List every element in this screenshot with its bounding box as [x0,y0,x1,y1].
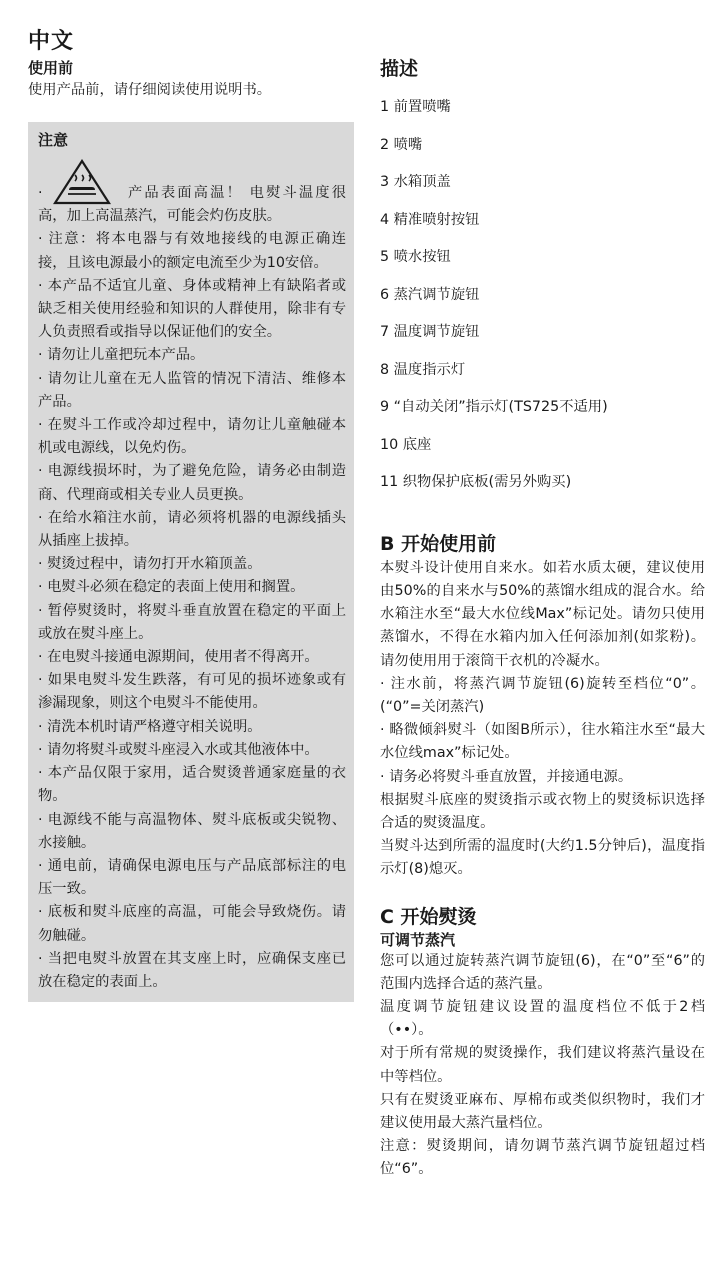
section-b-paragraph: 根据熨斗底座的熨烫指示或衣物上的熨烫标识选择合适的熨烫温度。 [380,791,705,832]
notice-item: · 电源线不能与高温物体、熨斗底板或尖锐物、水接触。 [38,811,346,851]
section-b-body [380,557,705,882]
description-item: 11 织物保护底板(需另外购买) [380,474,572,491]
hot-surface-warning-icon [53,159,111,205]
right-column [380,56,705,1182]
section-b-heading: B 开始使用前 [380,532,497,555]
notice-item: · 请勿让儿童把玩本产品。 [38,347,205,364]
description-item: 4 精准喷射按钮 [380,211,480,228]
notice-item: · 本产品不适宜儿童、身体或精神上有缺陷者或缺乏相关使用经验和知识的人群使用，除非有专人负责照看或指导以保证他们的安全。 [38,277,346,341]
description-list [380,96,705,494]
description-item: 2 喷嘴 [380,136,423,153]
description-item: 9 “自动关闭”指示灯(TS725不适用) [380,399,608,416]
description-item: 6 蒸汽调节旋钮 [380,286,480,303]
notice-item: · 在熨斗工作或冷却过程中，请勿让儿童触碰本机或电源线，以免灼伤。 [38,417,346,457]
notice-item: · 当把电熨斗放置在其支座上时，应确保支座已放在稳定的表面上。 [38,950,346,990]
notice-item: · 熨烫过程中，请勿打开水箱顶盖。 [38,556,262,573]
notice-item: · 在电熨斗接通电源期间，使用者不得离开。 [38,649,319,666]
notice-item: · 通电前，请确保电源电压与产品底部标注的电压一致。 [38,857,346,898]
notice-item: · 如果电熨斗发生跌落，有可见的损坏迹象或有渗漏现象，则这个电熨斗不能使用。 [38,672,346,712]
notice-heading: 注意 [38,131,69,150]
notice-item: · 请勿将熨斗或熨斗座浸入水或其他液体中。 [38,741,319,758]
section-c-paragraph: 您可以通过旋转蒸汽调节旋钮(6)，在“0”至“6”的范围内选择合适的蒸汽量。 [380,952,705,992]
section-c-paragraph: 只有在熨烫亚麻布、厚棉布或类似织物时，我们才建议使用最大蒸汽量档位。 [380,1091,705,1132]
notice-list [38,228,346,994]
notice-item: · 电熨斗必须在稳定的表面上使用和搁置。 [38,579,305,596]
notice-item: · 请勿让儿童在无人监管的情况下清洁、维修本产品。 [38,370,346,410]
section-b-paragraph: · 注水前，将蒸汽调节旋钮(6)旋转至档位“0”。(“0”=关闭蒸汽) [380,675,705,716]
section-b-paragraph: · 请务必将熨斗垂直放置，并接通电源。 [380,768,633,785]
description-item: 7 温度调节旋钮 [380,324,480,341]
section-c-paragraph: 注意：熨烫期间，请勿调节蒸汽调节旋钮超过档位“6”。 [380,1138,705,1178]
notice-item: · 暂停熨烫时，将熨斗垂直放置在稳定的平面上或放在熨斗座上。 [38,602,346,642]
notice-item: · 底板和熨斗底座的高温，可能会导致烧伤。请勿触碰。 [38,904,346,944]
description-item: 8 温度指示灯 [380,361,466,378]
before-use-heading: 使用前 [28,59,74,77]
description-item: 10 底座 [380,436,432,453]
description-item: 5 喷水按钮 [380,249,451,266]
description-item: 1 前置喷嘴 [380,99,451,116]
section-c-paragraph: 对于所有常规的熨烫操作，我们建议将蒸汽量设在中等档位。 [380,1045,705,1085]
notice-first-item-text: 产品表面高温！ 电熨斗温度很高，加上高温蒸汽，可能会灼伤皮肤。 [38,185,346,225]
description-item: 3 水箱顶盖 [380,174,451,191]
notice-box [28,122,354,1002]
section-c-body [380,950,705,1182]
section-c-subheading: 可调节蒸汽 [380,930,456,949]
before-use-text: 使用产品前，请仔细阅读使用说明书。 [28,82,272,98]
notice-item: · 清洗本机时请严格遵守相关说明。 [38,718,262,735]
section-b-paragraph: 本熨斗设计使用自来水。如若水质太硬，建议使用由50%的自来水与50%的蒸馏水组成的混合水。给水箱注水至“最大水位线Max”标记处。请勿只使用蒸馏水，不得在水箱内加入任何添加剂(如浆粉)。请勿使用用于滚筒干衣机的冷凝水。 [380,559,705,669]
notice-item: · 在给水箱注水前，请必须将机器的电源线插头从插座上拔掉。 [38,509,346,550]
left-column [28,58,354,1002]
section-b-paragraph: 当熨斗达到所需的温度时(大约1.5分钟后)，温度指示灯(8)熄灭。 [380,838,705,878]
section-c-paragraph: 温度调节旋钮建议设置的温度档位不低于2档（••）。 [380,999,705,1039]
section-b-paragraph: · 略微倾斜熨斗（如图B所示），往水箱注水至“最大水位线max”标记处。 [380,722,705,762]
section-c-heading: C 开始熨烫 [380,905,477,928]
notice-item: · 本产品仅限于家用，适合熨烫普通家庭量的衣物。 [38,765,346,805]
bullet: · [38,185,43,201]
description-heading: 描述 [380,58,419,80]
notice-item: · 注意：将本电器与有效地接线的电源正确连接，且该电源最小的额定电流至少为10安倍。 [38,231,346,271]
notice-item: · 电源线损坏时，为了避免危险，请务必由制造商、代理商或相关专业人员更换。 [38,463,346,503]
language-title: 中文 [28,29,75,54]
